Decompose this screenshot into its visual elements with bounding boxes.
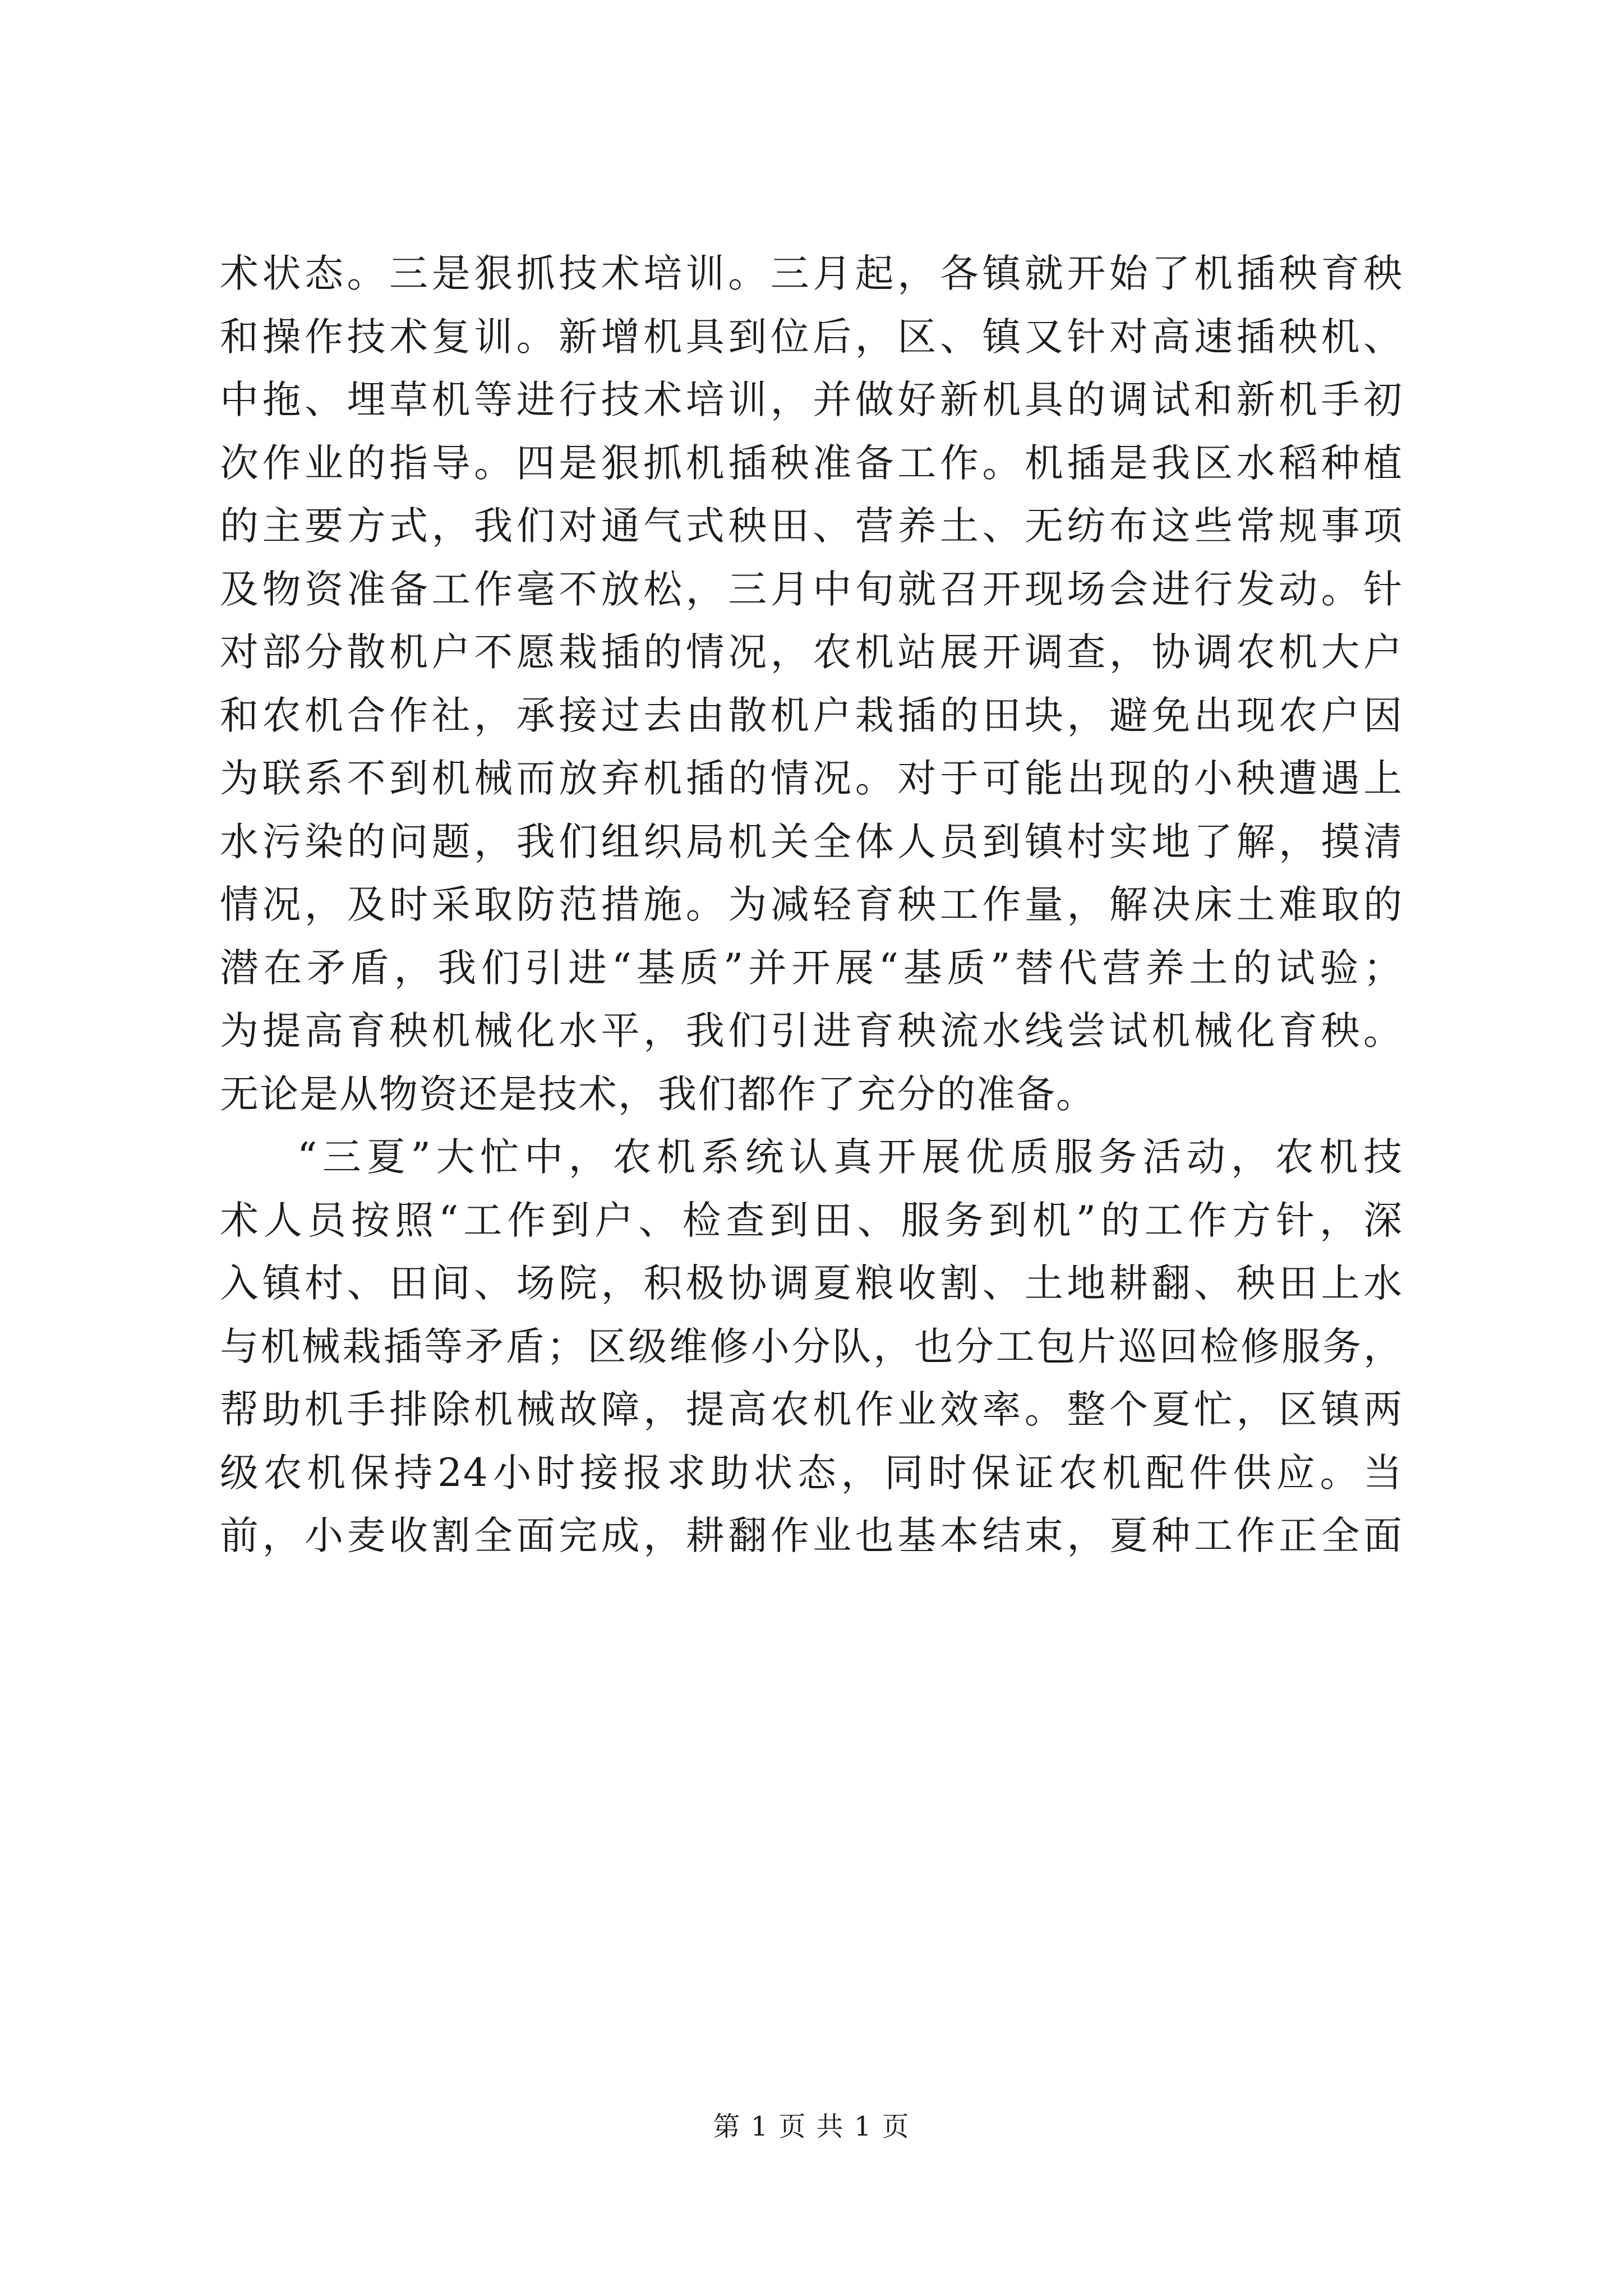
text-line: 无论是从物资还是技术，我们都作了充分的准备。: [220, 1071, 1096, 1117]
text-line: 水污染的问题，我们组织局机关全体人员到镇村实地了解，摸清: [220, 819, 1403, 864]
paragraph-1: [220, 242, 1403, 1126]
text-line: 级农机保持24小时接报求助状态，同时保证农机配件供应。当: [220, 1450, 1403, 1496]
text-line: “三夏”大忙中，农机系统认真开展优质服务活动，农机技: [297, 1135, 1403, 1180]
text-line: 前，小麦收割全面完成，耕翻作业也基本结束，夏种工作正全面: [220, 1513, 1403, 1558]
text-line: 的主要方式，我们对通气式秧田、营养土、无纺布这些常规事项: [220, 504, 1403, 549]
text-line: 潜在矛盾，我们引进“基质”并开展“基质”替代营养土的试验；: [220, 945, 1403, 991]
text-line: 次作业的指导。四是狠抓机插秧准备工作。机插是我区水稻种植: [220, 440, 1403, 486]
text-line: 和操作技术复训。新增机具到位后，区、镇又针对高速插秧机、: [220, 314, 1403, 360]
paragraph-2: [220, 1126, 1403, 1568]
text-line: 对部分散机户不愿栽插的情况，农机站展开调查，协调农机大户: [220, 630, 1403, 675]
text-line: 及物资准备工作毫不放松，三月中旬就召开现场会进行发动。针: [220, 567, 1403, 612]
text-line: 与机械栽插等矛盾；区级维修小分队，也分工包片巡回检修服务，: [220, 1324, 1403, 1369]
document-body: [220, 242, 1403, 1568]
text-line: 术状态。三是狠抓技术培训。三月起，各镇就开始了机插秧育秧: [220, 251, 1403, 296]
text-line: 情况，及时采取防范措施。为减轻育秧工作量，解决床土难取的: [220, 882, 1403, 927]
text-line: 术人员按照“工作到户、检查到田、服务到机”的工作方针，深: [220, 1198, 1403, 1243]
text-line: 帮助机手排除机械故障，提高农机作业效率。整个夏忙，区镇两: [220, 1387, 1403, 1432]
text-line: 和农机合作社，承接过去由散机户栽插的田块，避免出现农户因: [220, 693, 1403, 738]
page-number-footer: 第 1 页 共 1 页: [713, 2111, 910, 2142]
text-line: 为提高育秧机械化水平，我们引进育秧流水线尝试机械化育秧。: [220, 1009, 1403, 1053]
text-line: 中拖、埋草机等进行技术培训，并做好新机具的调试和新机手初: [220, 378, 1403, 422]
text-line: 为联系不到机械而放弃机插的情况。对于可能出现的小秧遭遇上: [220, 756, 1403, 801]
text-line: 入镇村、田间、场院，积极协调夏粮收割、土地耕翻、秧田上水: [220, 1261, 1403, 1306]
